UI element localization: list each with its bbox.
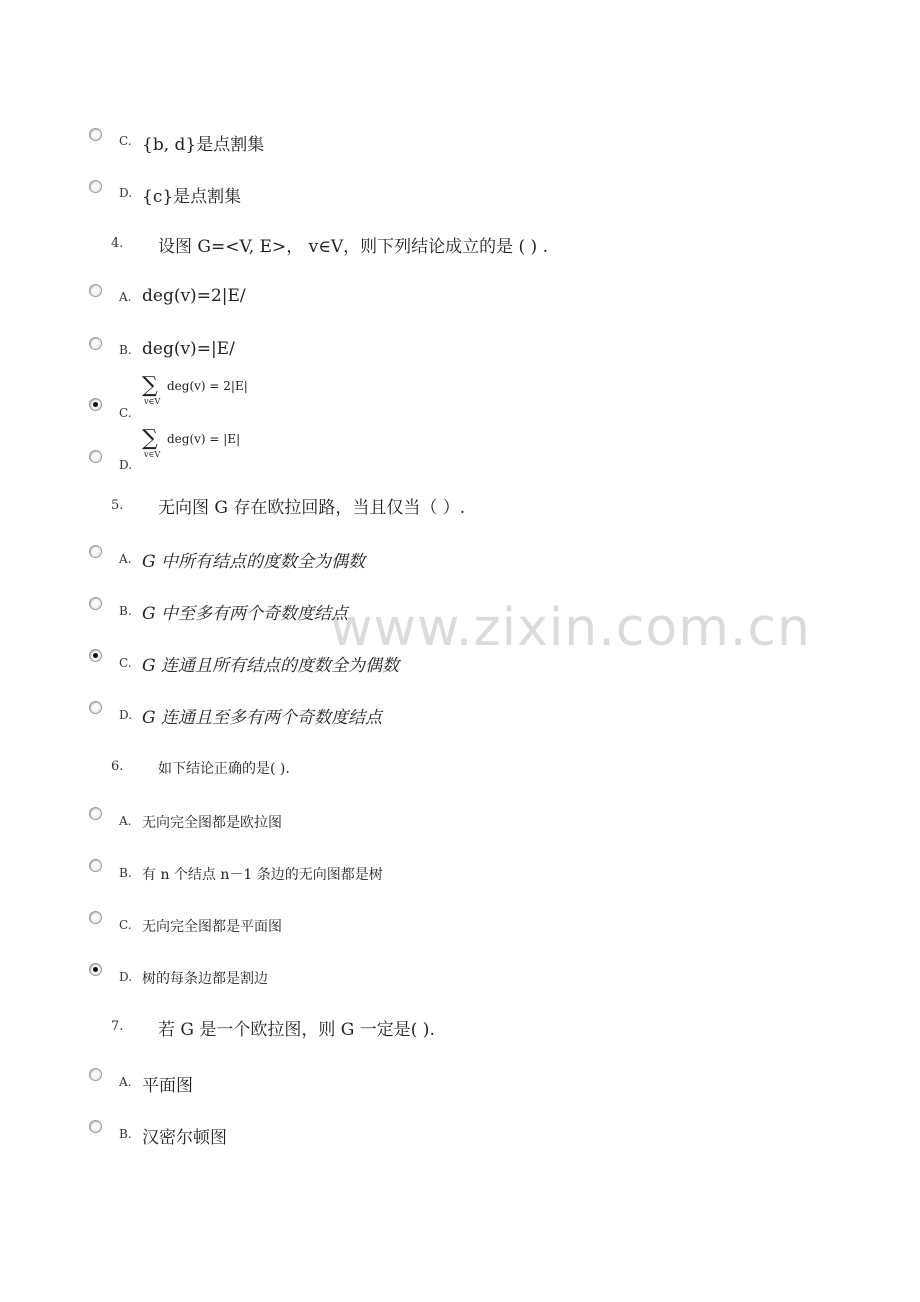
option-letter: A. (119, 814, 132, 828)
option-letter: C. (119, 406, 132, 420)
question-6 (0, 757, 920, 787)
option-text: G 连通且至多有两个奇数度结点 (142, 708, 382, 728)
q7-option-b[interactable] (0, 1120, 920, 1150)
option-letter: D. (119, 970, 133, 984)
option-text: G 中所有结点的度数全为偶数 (142, 552, 365, 572)
question-text: 设图 G=<V, E>， v∈V，则下列结论成立的是 ( ) . (158, 237, 548, 257)
radio-button[interactable] (89, 911, 102, 924)
question-number: 4. (111, 236, 124, 251)
radio-button-selected[interactable] (89, 963, 102, 976)
radio-button[interactable] (89, 180, 102, 193)
option-letter: B. (119, 343, 132, 357)
option-letter: B. (119, 1127, 132, 1141)
q4-option-c[interactable] (0, 375, 920, 420)
q5-option-c[interactable] (0, 649, 920, 679)
option-text: 无向完全图都是欧拉图 (142, 815, 282, 831)
q6-option-c[interactable] (0, 911, 920, 941)
option-letter: A. (119, 552, 132, 566)
q5-option-b[interactable] (0, 597, 920, 627)
radio-button[interactable] (89, 450, 102, 463)
option-text: {c}是点割集 (142, 187, 242, 207)
option-text: deg(v)=2|E/ (142, 286, 246, 306)
question-4 (0, 232, 920, 262)
question-number: 6. (111, 759, 124, 774)
radio-button[interactable] (89, 545, 102, 558)
radio-button[interactable] (89, 597, 102, 610)
option-text: 汉密尔顿图 (142, 1128, 227, 1148)
question-text: 无向图 G 存在欧拉回路，当且仅当（ ）. (158, 498, 466, 518)
q5-option-a[interactable] (0, 545, 920, 575)
radio-button[interactable] (89, 128, 102, 141)
question-7 (0, 1014, 920, 1044)
option-text: {b, d}是点割集 (142, 135, 265, 155)
option-text: 无向完全图都是平面图 (142, 919, 282, 935)
radio-button-selected[interactable] (89, 649, 102, 662)
sum-symbol: ∑ (142, 426, 158, 451)
radio-button[interactable] (89, 284, 102, 297)
option-text: deg(v)=|E/ (142, 339, 235, 359)
option-text: 树的每条边都是割边 (142, 971, 268, 987)
q7-option-a[interactable] (0, 1068, 920, 1098)
q4-option-b[interactable] (0, 337, 920, 367)
q6-option-b[interactable] (0, 859, 920, 889)
radio-button[interactable] (89, 859, 102, 872)
option-letter: A. (119, 290, 132, 304)
q6-option-d[interactable] (0, 963, 920, 993)
option-text: G 中至多有两个奇数度结点 (142, 604, 348, 624)
q5-option-d[interactable] (0, 701, 920, 731)
radio-button-selected[interactable] (89, 398, 102, 411)
question-5 (0, 493, 920, 523)
radio-button[interactable] (89, 807, 102, 820)
q6-option-a[interactable] (0, 807, 920, 837)
option-letter: D. (119, 186, 133, 200)
q3-option-c[interactable] (0, 128, 920, 158)
watermark: www.zixin.com.cn (330, 598, 811, 658)
q4-option-d[interactable] (0, 428, 920, 473)
radio-button[interactable] (89, 1068, 102, 1081)
question-number: 5. (111, 498, 124, 513)
radio-button[interactable] (89, 337, 102, 350)
sum-subscript: v∈V (144, 397, 161, 406)
question-text: 若 G 是一个欧拉图，则 G 一定是( ). (158, 1020, 435, 1040)
formula-expression: deg(v) = 2|E| (167, 379, 248, 393)
question-number: 7. (111, 1019, 124, 1034)
q4-option-a[interactable] (0, 284, 920, 314)
radio-button[interactable] (89, 701, 102, 714)
option-letter: B. (119, 604, 132, 618)
option-letter: B. (119, 866, 132, 880)
option-letter: C. (119, 656, 132, 670)
option-letter: C. (119, 134, 132, 148)
q3-option-d[interactable] (0, 180, 920, 210)
sum-symbol: ∑ (142, 373, 158, 398)
option-letter: A. (119, 1075, 132, 1089)
option-text: 平面图 (142, 1076, 193, 1096)
sum-subscript: v∈V (144, 450, 161, 459)
option-letter: D. (119, 708, 133, 722)
option-text: G 连通且所有结点的度数全为偶数 (142, 656, 399, 676)
radio-button[interactable] (89, 1120, 102, 1133)
formula-expression: deg(v) = |E| (167, 432, 241, 446)
option-text: 有 n 个结点 n－1 条边的无向图都是树 (142, 867, 383, 883)
question-text: 如下结论正确的是( ). (158, 761, 290, 777)
option-letter: C. (119, 918, 132, 932)
option-letter: D. (119, 458, 133, 472)
